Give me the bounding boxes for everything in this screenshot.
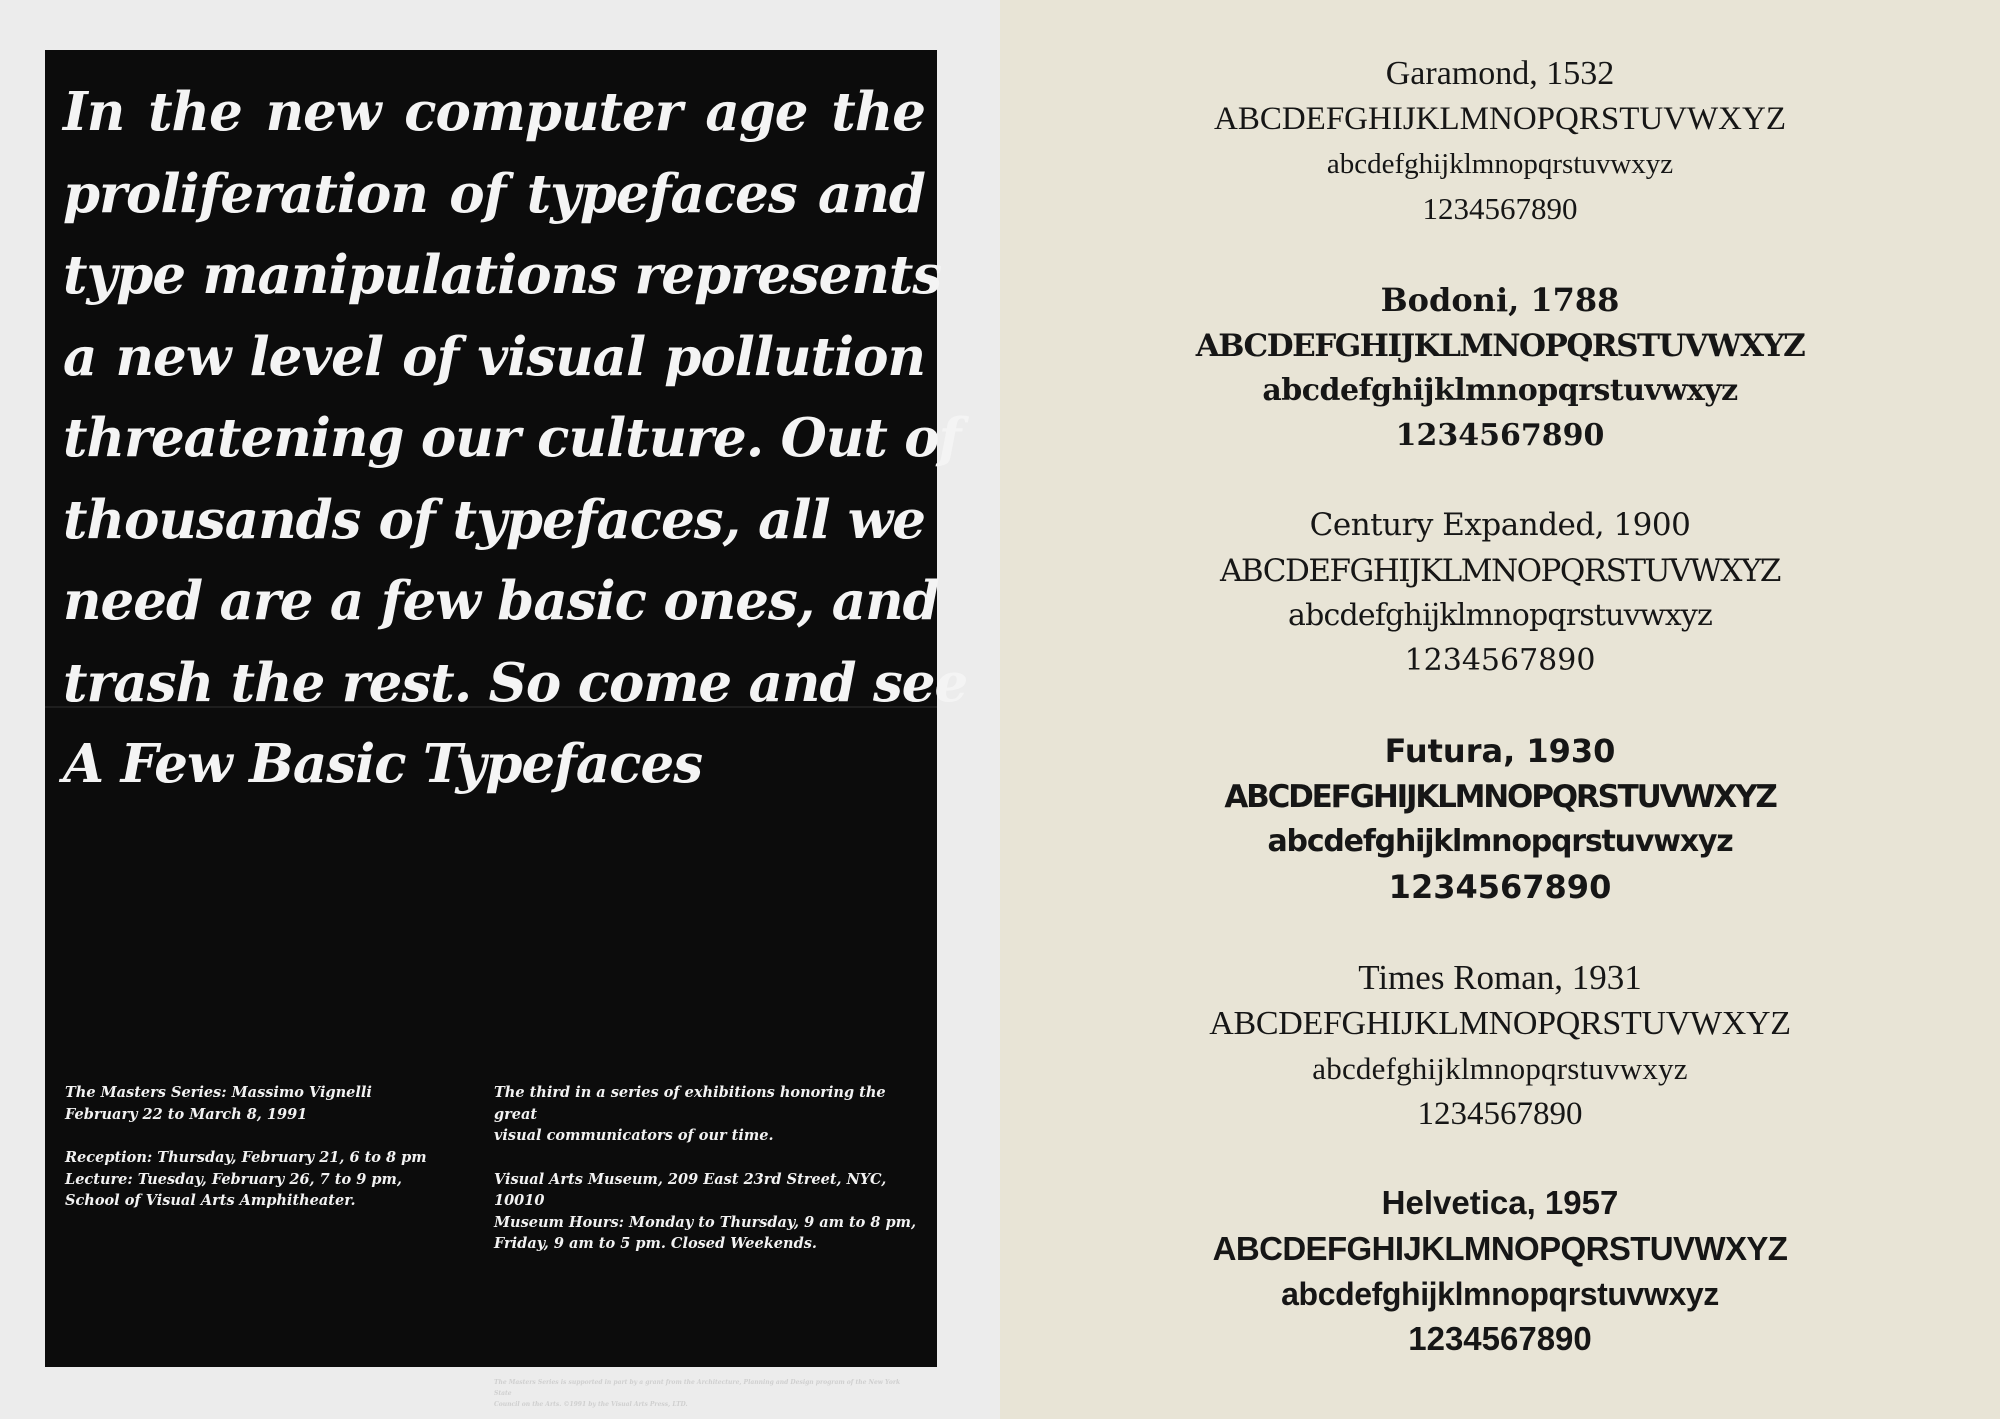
type-specimen-panel <box>1000 0 2000 1419</box>
specimen-name: Times Roman, 1931 <box>1358 958 1642 997</box>
headline-line: type manipulations represents <box>63 244 942 306</box>
specimen-lowercase: abcdefghijklmnopqrstuvwxyz <box>1281 1276 1719 1312</box>
fine-print-line: The Masters Series is supported in part by a grant from the Architecture, Planning and Design program of the New York State <box>494 1379 901 1397</box>
specimen-bodoni <box>1000 277 2000 459</box>
specimen-uppercase: ABCDEFGHIJKLMNOPQRSTUVWXYZ <box>1213 101 1787 137</box>
lecture-info: Lecture: Tuesday, February 26, 7 to 9 pm, <box>65 1170 402 1188</box>
series-description-line: The third in a series of exhibitions honoring the great <box>494 1084 886 1123</box>
specimen-lowercase: abcdefghijklmnopqrstuvwxyz <box>1287 598 1712 633</box>
specimen-uppercase: ABCDEFGHIJKLMNOPQRSTUVWXYZ <box>1209 1005 1791 1042</box>
specimen-name: Helvetica, 1957 <box>1381 1184 1619 1221</box>
specimen-garamond <box>1000 52 2000 232</box>
headline-line: threatening our culture. Out of <box>63 407 961 469</box>
series-description-line: visual communicators of our time. <box>494 1127 774 1144</box>
specimen-uppercase: ABCDEFGHIJKLMNOPQRSTUVWXYZ <box>1212 1230 1788 1267</box>
headline-line: need are a few basic ones, and <box>63 570 939 632</box>
reception-info: Reception: Thursday, February 21, 6 to 8 pm <box>65 1149 427 1166</box>
specimen-numerals: 1234567890 <box>1395 418 1605 453</box>
specimen-numerals: 1234567890 <box>1417 1096 1583 1132</box>
specimen-helvetica <box>1000 1180 2000 1362</box>
specimen-uppercase: ABCDEFGHIJKLMNOPQRSTUVWXYZ <box>1224 779 1776 815</box>
poster <box>45 50 968 1408</box>
lecture-location: School of Visual Arts Amphitheater. <box>65 1192 356 1209</box>
specimen-lowercase: abcdefghijklmnopqrstuvwxyz <box>1312 1051 1688 1086</box>
specimen-name: Garamond, 1532 <box>1385 55 1615 92</box>
specimen-times-roman <box>1000 955 2000 1137</box>
series-title: The Masters Series: Massimo Vignelli <box>65 1084 372 1101</box>
specimen-uppercase: ABCDEFGHIJKLMNOPQRSTUVWXYZ <box>1220 553 1780 589</box>
specimen-name: Century Expanded, 1900 <box>1309 507 1691 543</box>
headline-line: thousands of typefaces, all we <box>63 488 925 551</box>
specimen-numerals: 1234567890 <box>1388 868 1612 906</box>
headline-title-line: A Few Basic Typefaces <box>63 733 703 795</box>
headline-line: trash the rest. So come and see <box>63 651 968 714</box>
fine-print <box>494 1377 914 1410</box>
event-info-left <box>65 1082 445 1212</box>
headline-line: In the new computer age the <box>63 81 925 143</box>
poster-headline <box>63 72 968 806</box>
specimen-lowercase: abcdefghijklmnopqrstuvwxyz <box>1267 824 1733 859</box>
specimen-futura <box>1000 728 2000 910</box>
specimen-numerals: 1234567890 <box>1408 1320 1592 1357</box>
specimen-numerals: 1234567890 <box>1404 643 1596 678</box>
specimen-lowercase: abcdefghijklmnopqrstuvwxyz <box>1262 373 1738 408</box>
headline-line: proliferation of typefaces and <box>63 162 925 225</box>
specimen-name: Bodoni, 1788 <box>1380 281 1620 319</box>
specimen-century-expanded <box>1000 502 2000 684</box>
museum-hours: Museum Hours: Monday to Thursday, 9 am to 8 pm, <box>494 1213 917 1231</box>
headline-line: a new level of visual pollution <box>63 325 925 388</box>
specimen-numerals: 1234567890 <box>1422 191 1578 226</box>
exhibition-dates: February 22 to March 8, 1991 <box>65 1105 308 1123</box>
fine-print-line: Council on the Arts. ©1991 by the Visual Arts Press, LTD. <box>494 1401 688 1408</box>
specimen-uppercase: ABCDEFGHIJKLMNOPQRSTUVWXYZ <box>1195 328 1805 364</box>
specimen-name: Futura, 1930 <box>1384 732 1616 770</box>
museum-address: Visual Arts Museum, 209 East 23rd Street, NYC, 10010 <box>494 1170 887 1209</box>
museum-hours-weekend: Friday, 9 am to 5 pm. Closed Weekends. <box>494 1235 817 1252</box>
specimen-lowercase: abcdefghijklmnopqrstuvwxyz <box>1326 148 1674 180</box>
event-info-right <box>494 1082 924 1255</box>
